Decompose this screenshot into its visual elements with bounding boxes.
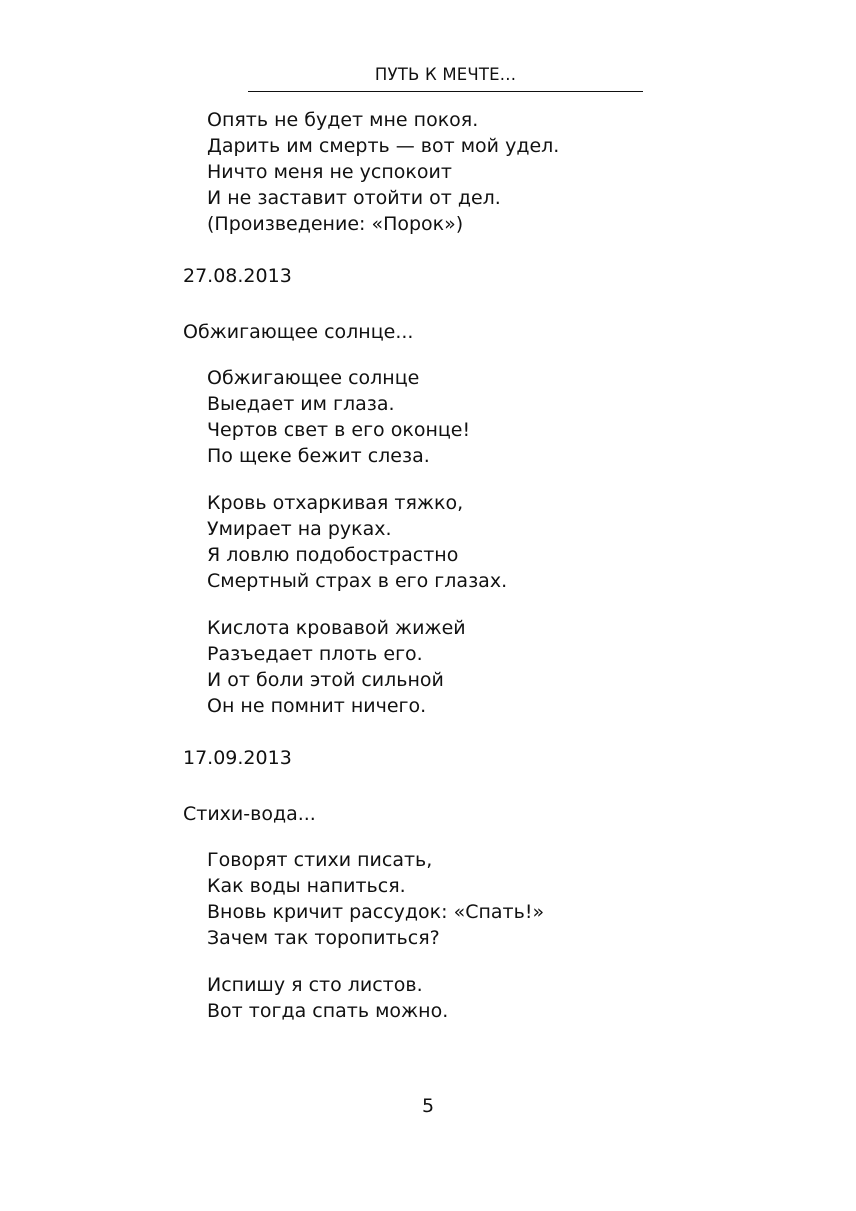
verse-line: Ничто меня не успокоит	[207, 161, 452, 183]
verse-line: По щеке бежит слеза.	[207, 445, 430, 467]
poem-stanza	[183, 365, 683, 469]
verse-line: И от боли этой сильной	[207, 669, 444, 691]
poem-date: 27.08.2013	[183, 265, 292, 287]
verse-line: Дарить им смерть — вот мой удел.	[207, 135, 560, 157]
verse-line: Говорят стихи писать,	[207, 849, 433, 871]
poem-stanza	[183, 972, 683, 1024]
verse-line: Выедает им глаза.	[207, 393, 395, 415]
verse-line: Испишу я сто листов.	[207, 974, 423, 996]
verse-line: Обжигающее солнце	[207, 367, 420, 389]
verse-line: Он не помнит ничего.	[207, 695, 427, 717]
running-header: ПУТЬ К МЕЧТЕ...	[248, 64, 643, 92]
verse-line: Вот тогда спать можно.	[207, 1000, 449, 1022]
poem-stanza	[183, 615, 683, 719]
poem-stanza	[183, 847, 683, 951]
verse-line: (Произведение: «Порок»)	[207, 213, 464, 235]
verse-line: Вновь кричит рассудок: «Спать!»	[207, 901, 545, 923]
poem-title: Стихи-вода...	[183, 803, 316, 825]
poem-title: Обжигающее солнце...	[183, 321, 414, 343]
page-number: 5	[421, 1095, 435, 1117]
page-content	[183, 107, 683, 1045]
verse-line: И не заставит отойти от дел.	[207, 187, 501, 209]
poem-date: 17.09.2013	[183, 747, 292, 769]
verse-line: Чертов свет в его оконце!	[207, 419, 471, 441]
verse-line: Смертный страх в его глазах.	[207, 570, 508, 592]
verse-line: Как воды напиться.	[207, 875, 406, 897]
verse-line: Кислота кровавой жижей	[207, 617, 466, 639]
verse-line: Опять не будет мне покоя.	[207, 109, 479, 131]
verse-line: Зачем так торопиться?	[207, 927, 440, 949]
poem-stanza	[183, 490, 683, 594]
continuation-stanza	[183, 107, 683, 237]
verse-line: Разъедает плоть его.	[207, 643, 423, 665]
verse-line: Я ловлю подобострастно	[207, 544, 459, 566]
verse-line: Умирает на руках.	[207, 518, 392, 540]
verse-line: Кровь отхаркивая тяжко,	[207, 492, 464, 514]
